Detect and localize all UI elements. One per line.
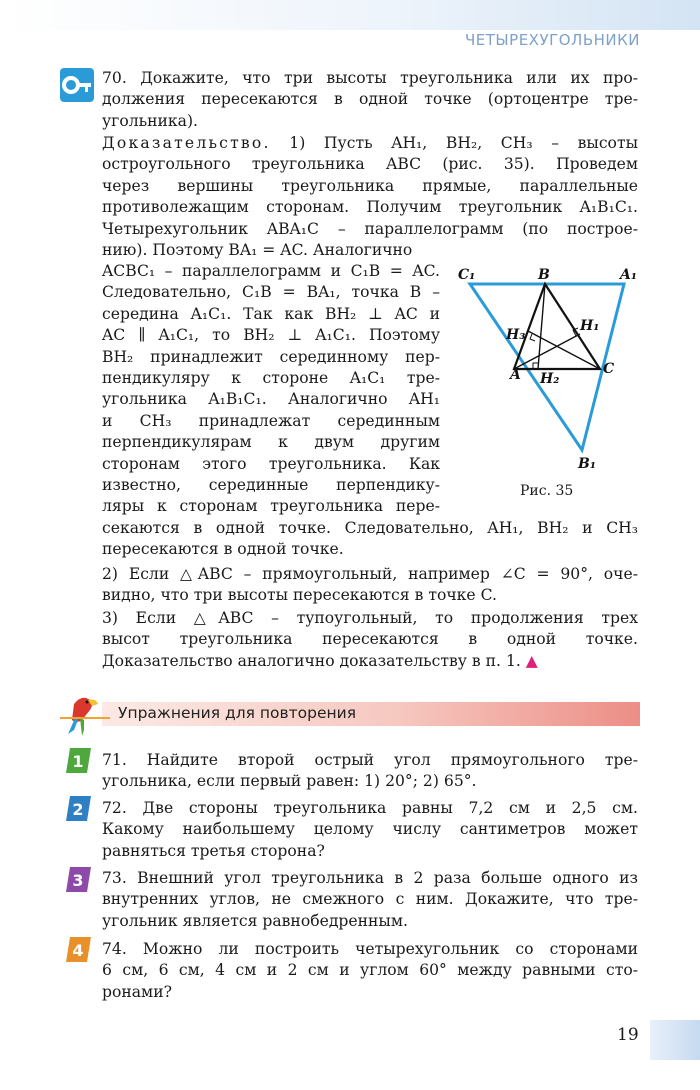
parrot-icon [60,690,112,738]
level-2-icon [66,796,91,821]
exercise-72 [102,798,638,862]
proof-line: угольника A₁B₁C₁. Аналогично AH₁ [102,390,440,409]
proof-line: пересекаются в одной точке. [102,540,344,559]
proof-line: середина A₁C₁. Так как BH₂ ⊥ AC и [102,304,440,323]
proof-line: 2) Если △ABC – прямоугольный, например ∠C = 90°, оче- [102,565,638,583]
figure-caption: Рис. 35 [520,483,574,499]
proof-conclusion [102,518,638,561]
proof-label: Доказательство. [102,134,271,152]
exercise-line: 73. Внешний угол треугольника в 2 раза больше одного из [102,869,638,887]
proof-case-3 [102,608,638,672]
svg-text:4: 4 [72,941,84,960]
exercise-line: 74. Можно ли построить четырехугольник со сторонами [102,940,638,958]
exercise-73 [102,868,638,932]
page-number: 19 [617,1025,639,1045]
label-c1: C₁ [458,267,476,283]
proof-line: и CH₃ принадлежат серединным [102,411,440,430]
proof-case-2 [102,564,638,607]
end-of-proof-mark: ▲ [525,651,538,670]
review-title: Упражнения для повторения [118,704,357,722]
level-1-icon [66,748,91,773]
label-h3: H₃ [506,327,526,343]
top-band [0,0,700,30]
problem-line: 70. Докажите, что три высоты треугольника или их про- [102,69,638,87]
exercise-line: 72. Две стороны треугольника равны 7,2 см и 2,5 см. [102,799,638,817]
figure-35 [452,262,642,487]
proof-line: 3) Если △ABC – тупоугольный, то продолжения трех [102,609,638,627]
label-a: A [510,367,521,383]
problem-line: должения пересекаются в одной точке (ортоцентре тре- [102,90,638,109]
level-3-icon [66,867,91,892]
proof-line: Следовательно, C₁B = BA₁, точка B – [102,283,440,302]
corner-decoration [650,1020,700,1060]
exercise-line: угольника, если первый равен: 1) 20°; 2) 65°. [102,772,477,791]
proof-block [102,133,638,261]
exercise-line: ронами? [102,982,172,1001]
exercise-74 [102,939,638,1003]
proof-line: Четырехугольник ABA₁C – параллелограмм (по построе- [102,219,638,238]
proof-line: Доказательство. 1) Пусть AH₁, BH₂, CH₃ – высоты [102,134,638,152]
proof-line: противолежащим сторонам. Получим треугольник A₁B₁C₁. [102,198,638,217]
problem-line: угольника). [102,111,198,130]
exercise-line: внутренних углов, не смежного с ним. Докажите, что тре- [102,890,638,909]
level-4-icon [66,937,91,962]
label-c: C [603,361,615,377]
proof-line: через вершины треугольника прямые, параллельные [102,176,638,195]
problem-70 [102,68,638,132]
exercise-line: равняться третья сторона? [102,841,325,860]
proof-line: ACBC₁ – параллелограмм и C₁B = AC. [102,262,440,280]
proof-line: ляры к сторонам треугольника пере- [102,497,440,516]
proof-line: AC ∥ A₁C₁, то BH₂ ⊥ A₁C₁. Поэтому [102,326,440,345]
label-h1: H₁ [580,318,600,334]
label-h2: H₂ [540,371,560,387]
proof-narrow-block [102,261,440,518]
svg-text:1: 1 [72,752,84,771]
svg-text:3: 3 [72,871,84,890]
key-icon [60,68,94,102]
proof-line: перпендикулярам к двум другим [102,433,440,452]
svg-text:2: 2 [72,800,84,819]
exercise-71 [102,750,638,793]
label-b1: B₁ [578,456,596,472]
proof-line: видно, что три высоты пересекаются в точке C. [102,586,497,605]
label-a1: A₁ [620,267,637,283]
proof-line: сторонам этого треугольника. Как [102,454,440,473]
chapter-title: ЧЕТЫРЕХУГОЛЬНИКИ [465,31,640,49]
proof-line: секаются в одной точке. Следовательно, AH₁, BH₂ и CH₃ [102,519,638,537]
proof-line: нию). Поэтому BA₁ = AC. Аналогично [102,240,413,259]
label-b: B [538,267,550,283]
exercise-line: 71. Найдите второй острый угол прямоугольного тре- [102,751,638,769]
exercise-line: Какому наибольшему целому числу сантиметров может [102,820,638,839]
exercise-line: 6 см, 6 см, 4 см и 2 см и углом 60° между равными сто- [102,961,638,980]
proof-line: Доказательство аналогично доказательству в п. 1. ▲ [102,651,538,670]
proof-line: известно, серединные перпендику- [102,475,440,494]
proof-line: BH₂ принадлежит серединному пер- [102,347,440,366]
exercise-line: угольник является равнобедренным. [102,911,408,930]
proof-line: остроугольного треугольника ABC (рис. 35). Проведем [102,155,638,174]
proof-line: пендикуляру к стороне A₁C₁ тре- [102,368,440,387]
outer-triangle [470,284,624,450]
proof-line: высот треугольника пересекаются в одной точке. [102,630,638,649]
